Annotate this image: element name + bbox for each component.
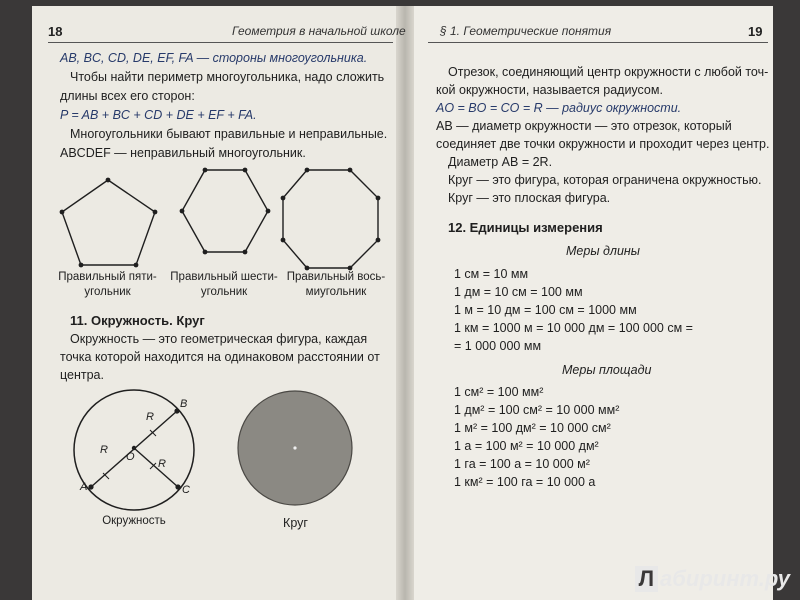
- left-page-number: 18: [48, 24, 63, 39]
- area-line-4: 1 а = 100 м² = 10 000 дм²: [454, 439, 599, 453]
- point-a-label: A: [80, 481, 88, 493]
- area-line-5: 1 га = 100 а = 10 000 м²: [454, 457, 590, 471]
- polygon-kinds-line: Многоугольники бывают правильные и неправильные.: [70, 127, 388, 141]
- area-line-6: 1 км² = 100 га = 10 000 а: [454, 475, 596, 489]
- left-running-head: Геометрия в начальной школе: [232, 24, 406, 38]
- radius-oc: [134, 448, 178, 487]
- section-11-title: 11. Окружность. Круг: [70, 313, 205, 328]
- length-line-5: = 1 000 000 мм: [454, 339, 542, 353]
- radius-definition-1: Отрезок, соединяющий центр окружности с любой точ-: [448, 65, 769, 79]
- hexagon-shape: [182, 170, 268, 252]
- perimeter-line: Чтобы найти периметр многоугольника, надо сложить: [70, 70, 385, 84]
- labirint-watermark: Л абиринт.ру: [635, 566, 790, 592]
- circle-definition-2: точка которой находится на одинаковом расстоянии от: [60, 350, 380, 364]
- hexagon-caption: Правильный шести- угольник: [170, 271, 278, 298]
- polygons-figure: [0, 160, 400, 280]
- length-units-title: Меры длины: [566, 244, 640, 258]
- disk-definition: Круг — это фигура, которая ограничена окружностью.: [448, 173, 762, 187]
- radius-label-1: R: [146, 411, 154, 423]
- perimeter-formula: P = AB + BC + CD + DE + EF + FA.: [60, 108, 257, 122]
- point-b-label: B: [180, 398, 188, 410]
- section-12-title: 12. Единицы измерения: [448, 220, 603, 235]
- area-line-2: 1 дм² = 100 см² = 10 000 мм²: [454, 403, 620, 417]
- radius-definition-2: кой окружности, называется радиусом.: [436, 83, 663, 97]
- right-page-number: 19: [748, 24, 763, 39]
- center-o-label: O: [126, 451, 135, 463]
- length-line-4: 1 км = 1000 м = 10 000 дм = 100 000 см =: [454, 321, 693, 335]
- disk-plane-line: Круг — это плоская фигура.: [448, 191, 611, 205]
- area-line-3: 1 м² = 100 дм² = 10 000 см²: [454, 421, 611, 435]
- radius-equation: AO = BO = CO = R — радиус окружности.: [436, 101, 682, 115]
- length-line-2: 1 дм = 10 см = 100 мм: [454, 285, 583, 299]
- irregular-line: ABCDEF — неправильный многоугольник.: [60, 146, 306, 160]
- area-line-1: 1 см² = 100 мм²: [454, 385, 544, 399]
- diameter-definition-2: соединяет две точки окружности и проходит через центр.: [436, 137, 770, 151]
- perimeter-line-2: длины всех его сторон:: [60, 89, 195, 103]
- circle-definition-3: центра.: [60, 368, 104, 382]
- right-header-rule: [428, 42, 768, 43]
- length-line-3: 1 м = 10 дм = 100 см = 1000 мм: [454, 303, 637, 317]
- area-units-title: Меры площади: [562, 363, 652, 377]
- disk-caption: Круг: [283, 516, 308, 530]
- right-running-head: § 1. Геометрические понятия: [440, 24, 612, 38]
- octagon-caption: Правильный вось- миугольник: [286, 271, 386, 298]
- pentagon-caption: Правильный пяти- угольник: [58, 271, 157, 298]
- pentagon-shape: [62, 180, 155, 265]
- diameter-formula: Диаметр AB = 2R.: [448, 155, 553, 169]
- octagon-shape: [283, 170, 378, 268]
- circles-figure: [0, 385, 400, 545]
- radius-label-3: R: [158, 458, 166, 470]
- circle-definition-1: Окружность — это геометрическая фигура, каждая: [70, 332, 368, 346]
- point-c-label: C: [182, 484, 190, 496]
- left-header-rule: [48, 42, 393, 43]
- circle-caption: Окружность: [102, 515, 166, 527]
- length-line-1: 1 см = 10 мм: [454, 267, 529, 281]
- radius-label-2: R: [100, 444, 108, 456]
- diameter-definition-1: AB — диаметр окружности — это отрезок, который: [436, 119, 732, 133]
- sides-line: AB, BC, CD, DE, EF, FA — стороны многоугольника.: [60, 51, 368, 65]
